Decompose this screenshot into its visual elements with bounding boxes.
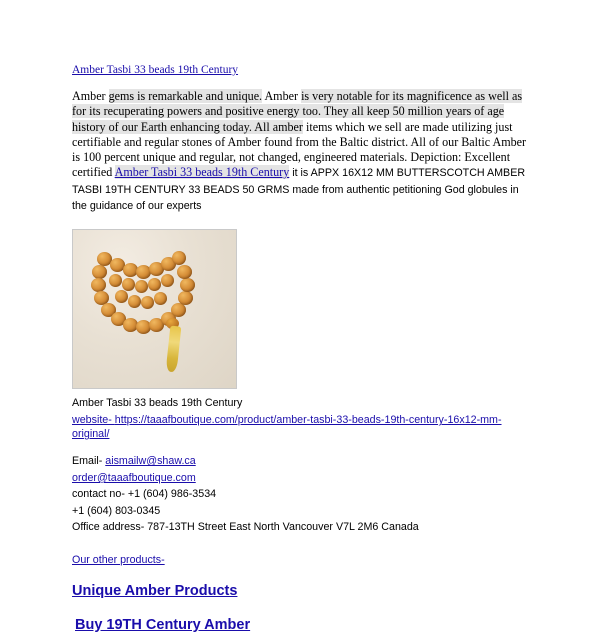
article-paragraph <box>72 89 528 214</box>
bead <box>135 280 148 293</box>
email-row-2 <box>72 470 530 487</box>
paragraph-segment-3: Amber <box>262 89 302 103</box>
email-link-1[interactable]: aismailw@shaw.ca <box>105 455 196 468</box>
product-image-background <box>73 230 236 388</box>
bead <box>154 292 167 305</box>
bead <box>180 278 195 292</box>
paragraph-segment-5: items which we sell are made utilizing just certifiable and regular stones of Amber found from the Baltic district. All of our Baltic Amber is 100 percent unique and regular, not changed, engineered materials. Depiction: Excellent certified <box>72 119 527 180</box>
paragraph-segment-7: it is APPX 16X12 MM BUTTERSCOTCH AMBER TASBI 19TH CENTURY 33 BEADS 50 GRMS made from authentic petitioning God globules in the guidance of our experts <box>72 167 526 213</box>
phone-label: contact no- <box>72 488 128 501</box>
bead <box>178 291 193 305</box>
phone-number-2: +1 (604) 803-0345 <box>72 504 161 517</box>
address-row: Office address- 787-13TH Street East North Vancouver V7L 2M6 Canada <box>72 521 419 534</box>
contact-block <box>72 453 530 536</box>
other-products-link[interactable]: Our other products- <box>72 553 165 566</box>
website-url-link[interactable]: https://taaafboutique.com/product/amber-tasbi-33-beads-19th-century-16x12-mm-original/ <box>72 414 502 441</box>
image-caption: Amber Tasbi 33 beads 19th Century <box>72 397 243 410</box>
product-image <box>72 229 237 389</box>
bead <box>91 278 106 292</box>
bead <box>171 303 186 317</box>
bead <box>128 295 141 308</box>
email-row <box>72 453 530 470</box>
phone-number-1: +1 (604) 986-3534 <box>127 488 217 501</box>
paragraph-segment-2-highlight: gems is remarkable and unique. <box>108 89 263 103</box>
other-products-line <box>72 552 530 568</box>
article-title-link[interactable]: Amber Tasbi 33 beads 19th Century <box>72 64 239 76</box>
tassel <box>166 326 182 373</box>
bead <box>172 251 186 265</box>
link-unique-amber-products[interactable]: Unique Amber Products <box>72 582 238 599</box>
bead <box>148 278 161 291</box>
bead <box>122 278 135 291</box>
inline-product-link[interactable]: Amber Tasbi 33 beads 19th Century <box>114 165 290 180</box>
bead <box>141 296 154 309</box>
website-line <box>72 413 520 441</box>
website-label-link[interactable]: website- <box>72 414 115 427</box>
bead <box>115 290 128 303</box>
paragraph-segment-1: Amber <box>72 89 109 103</box>
bead <box>177 265 192 279</box>
link-buy-19th-century-amber[interactable]: Buy 19TH Century Amber <box>75 616 251 633</box>
bead <box>109 274 122 287</box>
bead <box>92 265 107 279</box>
bead <box>161 274 174 287</box>
paragraph-segment-4-highlight: is very notable for its magnificence as well as for its recuperating powers and positive energy too. They all keep 50 million years of age history of our Earth enhancing today. All amber <box>72 89 523 134</box>
phone-row-2 <box>72 503 530 520</box>
email-label: Email- <box>72 455 106 468</box>
phone-row-1 <box>72 486 530 503</box>
email-link-2[interactable]: order@taaafboutique.com <box>72 471 196 484</box>
